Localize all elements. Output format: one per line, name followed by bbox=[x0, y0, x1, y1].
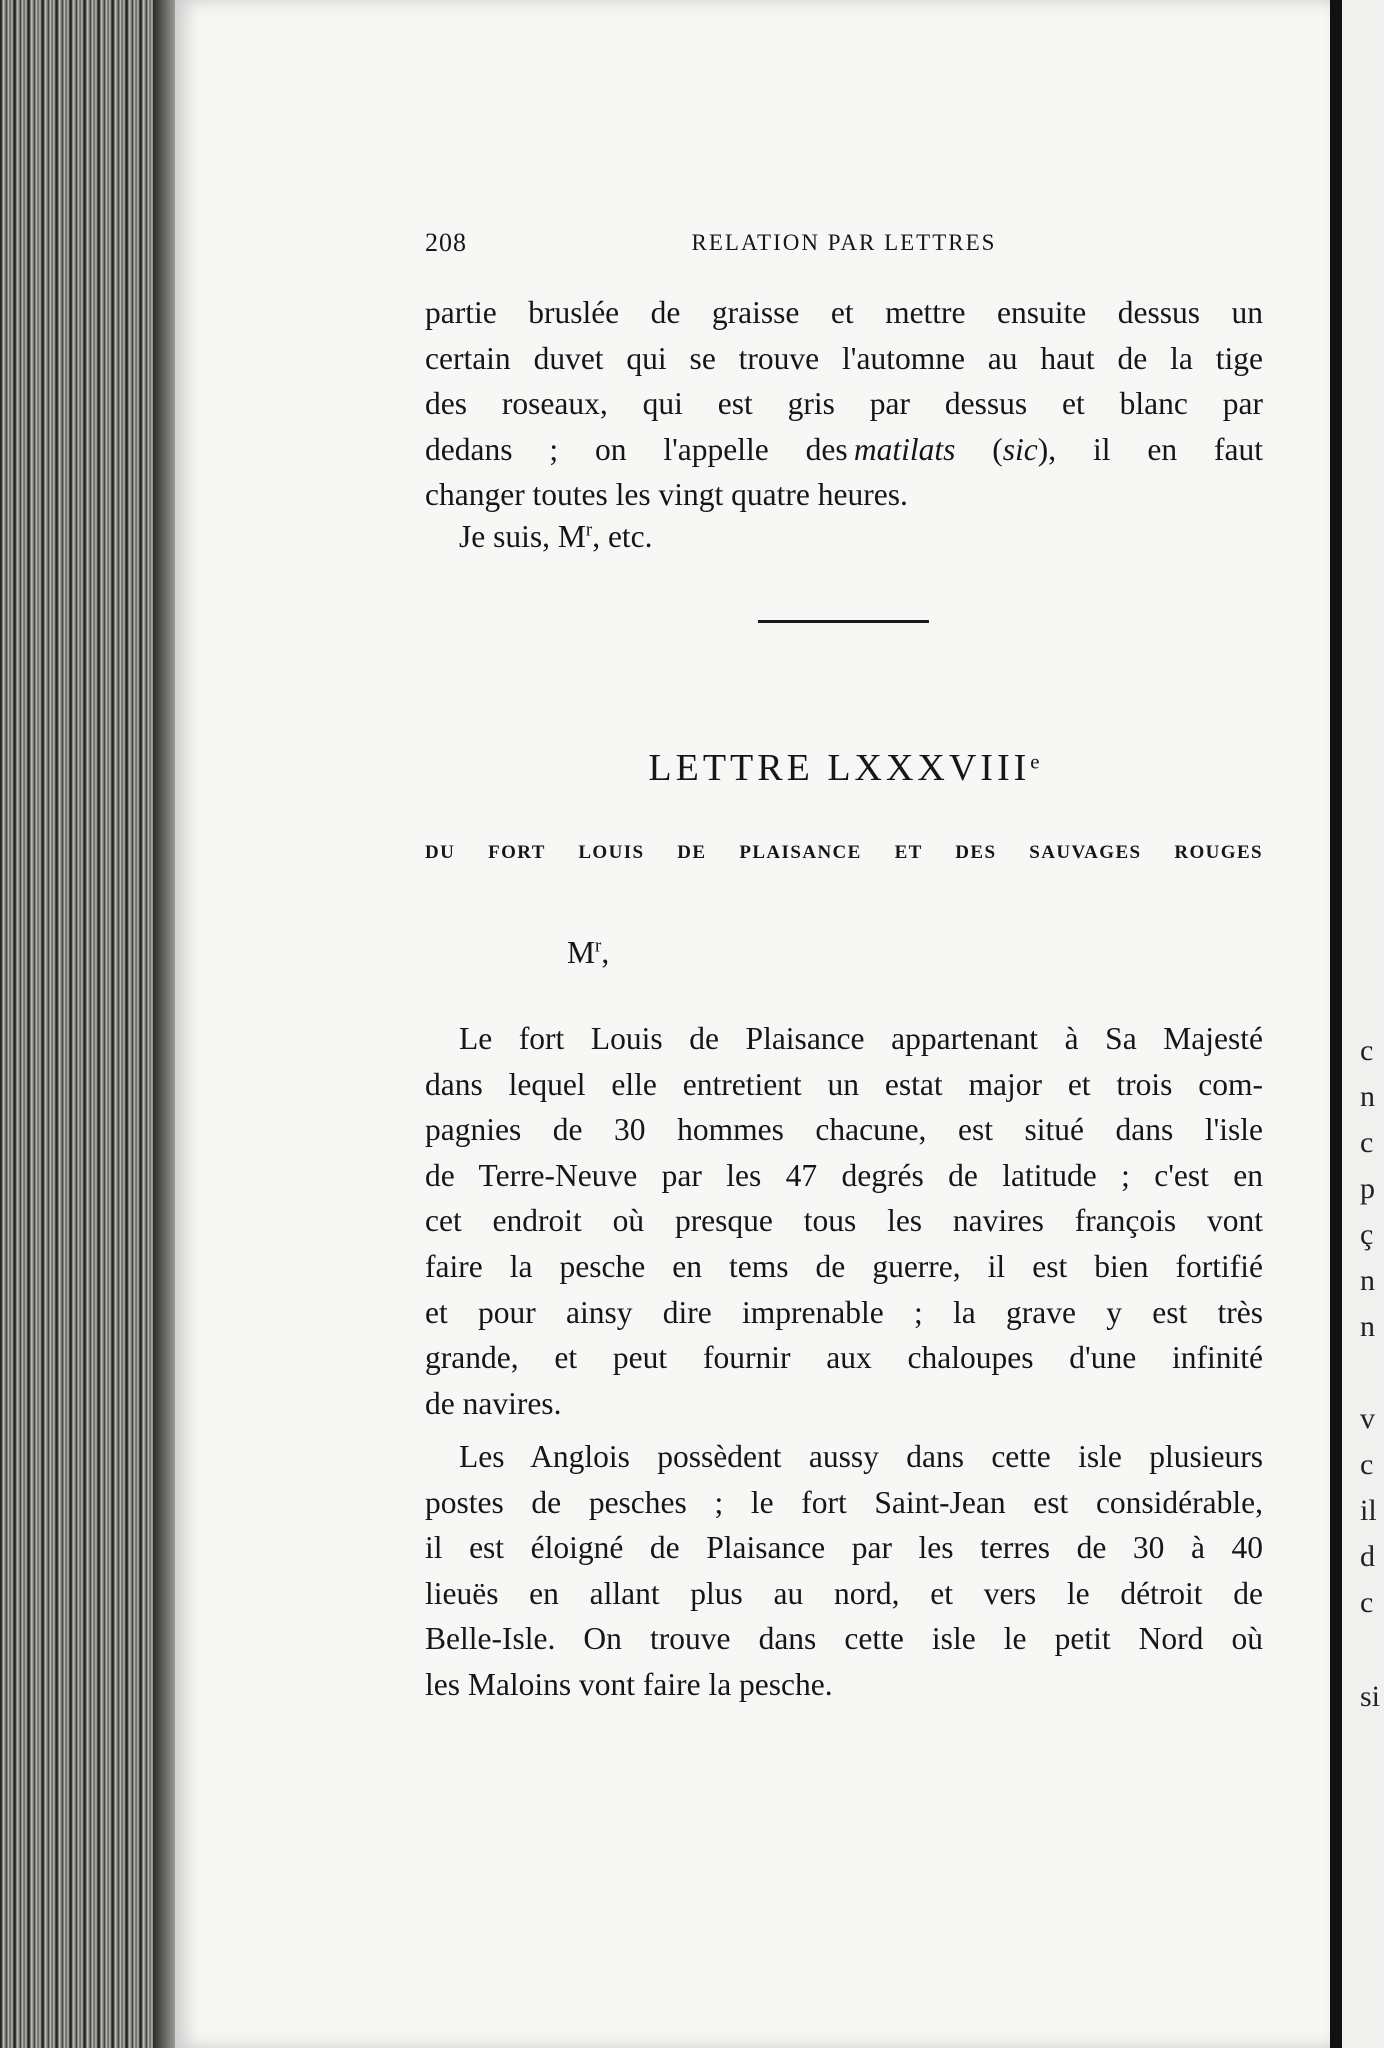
facing-page-fragment: c bbox=[1360, 1586, 1374, 1619]
text-line: postes de pesches ; le fort Saint-Jean est considérable, bbox=[425, 1484, 1263, 1520]
superscript: r bbox=[585, 519, 593, 541]
letter-title bbox=[425, 746, 1263, 790]
text-fragment: dedans ; on l'appelle des bbox=[425, 431, 848, 467]
salutation-punct: , bbox=[601, 935, 610, 970]
section-divider bbox=[758, 620, 929, 623]
text-line: changer toutes les vingt quatre heures. bbox=[425, 477, 908, 513]
text-line: Les Anglois possèdent aussy dans cette isle plusieurs bbox=[459, 1439, 1263, 1474]
text-line: de navires. bbox=[425, 1385, 562, 1421]
running-head bbox=[425, 228, 1263, 268]
facing-page-fragment: v bbox=[1360, 1402, 1375, 1435]
salutation-text: M bbox=[567, 935, 596, 970]
book-gutter bbox=[1330, 0, 1342, 2048]
closing-text: Je suis, M bbox=[459, 519, 586, 554]
superscript: r bbox=[595, 935, 602, 957]
letter-title-superscript: e bbox=[1030, 749, 1040, 774]
closing-formula bbox=[459, 519, 653, 555]
text-line-with-italic: dedans ; on l'appelle des matilats (sic), il en faut bbox=[425, 431, 1263, 467]
facing-page-fragment: n bbox=[1360, 1310, 1375, 1343]
running-title: RELATION PAR LETTRES bbox=[691, 230, 997, 255]
italic-word: matilats bbox=[853, 431, 956, 467]
letter-title-text: LETTRE LXXXVIII bbox=[648, 747, 1031, 789]
text-line: dans lequel elle entretient un estat major et trois com- bbox=[425, 1066, 1263, 1102]
text-line: faire la pesche en tems de guerre, il est bien fortifié bbox=[425, 1248, 1263, 1284]
facing-page-fragment: si bbox=[1360, 1680, 1381, 1713]
text-line: partie bruslée de graisse et mettre ensuite dessus un bbox=[425, 295, 1263, 330]
continuation-paragraph bbox=[425, 290, 1263, 518]
facing-page-fragment: d bbox=[1360, 1540, 1375, 1573]
text-line: Le fort Louis de Plaisance appartenant à Sa Majesté bbox=[459, 1021, 1263, 1056]
facing-page-fragment: ç bbox=[1360, 1218, 1374, 1251]
text-line: pagnies de 30 hommes chacune, est situé dans l'isle bbox=[425, 1112, 1263, 1148]
text-line: des roseaux, qui est gris par dessus et blanc par bbox=[425, 386, 1263, 422]
closing-text-end: , etc. bbox=[592, 519, 653, 554]
facing-page-fragment: il bbox=[1360, 1494, 1377, 1527]
text-line: il est éloigné de Plaisance par les terres de 30 à 40 bbox=[425, 1530, 1263, 1566]
page-number: 208 bbox=[425, 228, 467, 257]
salutation bbox=[567, 935, 609, 971]
text-line: et pour ainsy dire imprenable ; la grave y est très bbox=[425, 1294, 1263, 1330]
facing-page-fragment: c bbox=[1360, 1034, 1374, 1067]
facing-page-fragment: n bbox=[1360, 1080, 1375, 1113]
text-line: lieuës en allant plus au nord, et vers le détroit de bbox=[425, 1575, 1263, 1611]
book-page-edges bbox=[0, 0, 175, 2048]
facing-page-fragment: p bbox=[1360, 1172, 1375, 1205]
text-line: les Maloins vont faire la pesche. bbox=[425, 1666, 833, 1702]
facing-page-fragment: n bbox=[1360, 1264, 1375, 1297]
sic-note: sic bbox=[1002, 431, 1038, 467]
facing-page-edge bbox=[1342, 0, 1384, 2048]
text-line: Belle-Isle. On trouve dans cette isle le petit Nord où bbox=[425, 1621, 1263, 1657]
facing-page-fragment: c bbox=[1360, 1126, 1374, 1159]
text-fragment: , il en faut bbox=[1048, 431, 1263, 467]
text-line: cet endroit où presque tous les navires françois vont bbox=[425, 1203, 1263, 1239]
paragraph-1 bbox=[425, 1016, 1263, 1426]
paragraph-2 bbox=[425, 1434, 1263, 1708]
text-line: de Terre-Neuve par les 47 degrés de latitude ; c'est en bbox=[425, 1157, 1263, 1193]
facing-page-fragment: c bbox=[1360, 1448, 1374, 1481]
text-line: grande, et peut fournir aux chaloupes d'une infinité bbox=[425, 1340, 1263, 1376]
text-line: certain duvet qui se trouve l'automne au haut de la tige bbox=[425, 340, 1263, 376]
letter-subtitle: DU FORT LOUIS DE PLAISANCE ET DES SAUVAGES ROUGES bbox=[425, 842, 1263, 863]
